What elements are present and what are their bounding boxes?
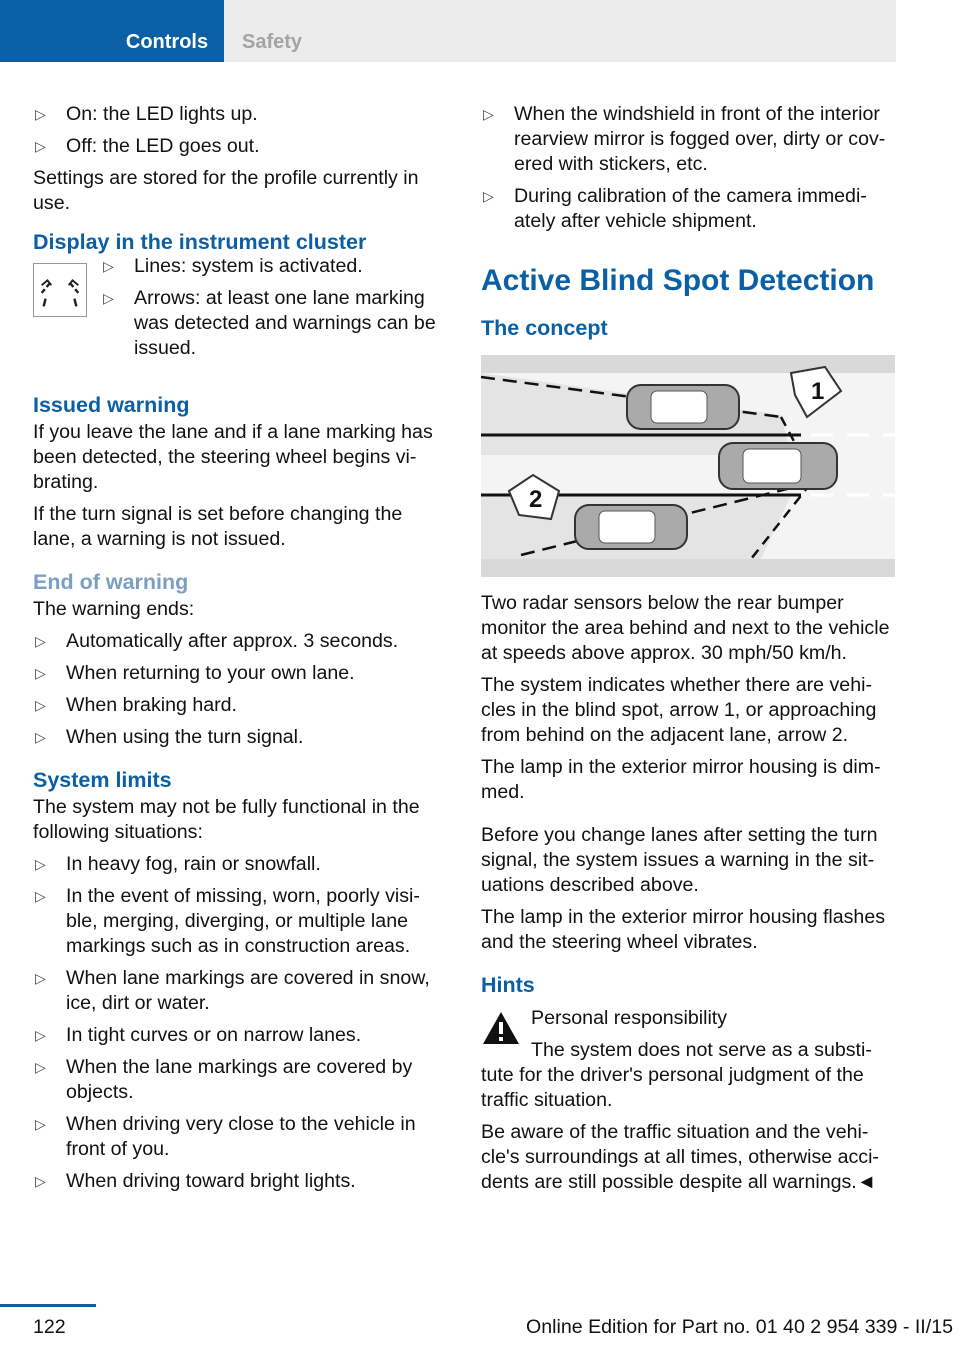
- list-item: ▷ During calibration of the camera immedi‐ately after vehicle shipment.: [483, 185, 867, 232]
- list-item: ▷ When returning to your own lane.: [35, 662, 355, 684]
- hint-title: Personal responsibility: [531, 1007, 728, 1029]
- lane-departure-icon: [33, 263, 87, 317]
- limits-list: [33, 852, 439, 1194]
- settings-paragraph: Settings are stored for the profile currently in use.: [33, 167, 419, 214]
- list-item: ▷ When using the turn signal.: [35, 726, 304, 748]
- list-item: ▷ Automatically after approx. 3 seconds.: [35, 630, 399, 652]
- svg-text:2: 2: [529, 486, 543, 513]
- list-item: ▷ Arrows: at least one lane marking was detected and warnings can be issued.: [103, 287, 436, 359]
- list-item: ▷ In tight curves or on narrow lanes.: [35, 1024, 362, 1046]
- bullet-triangle-icon: ▷: [35, 106, 46, 122]
- system-limits-heading: System limits: [33, 768, 172, 792]
- tab-safety-label: Safety: [242, 31, 303, 53]
- concept-paragraph-4: Before you change lanes after setting the turn signal, the system issues a warning in the sit‐uations described above.: [481, 824, 878, 896]
- end-intro: The warning ends:: [33, 598, 195, 620]
- limits-intro: The system may not be fully functional in the following situations:: [33, 796, 420, 843]
- svg-text:1: 1: [811, 378, 825, 405]
- car-own: [719, 443, 837, 489]
- tab-controls-label: Controls: [125, 31, 209, 53]
- issued-paragraph-1: If you leave the lane and if a lane marking has been detected, the steering wheel begins vi‐brating.: [33, 421, 433, 493]
- list-item: ▷ On: the LED lights up.: [35, 103, 258, 125]
- concept-paragraph-3: The lamp in the exterior mirror housing is dim‐med.: [481, 756, 881, 803]
- list-item: ▷ When driving very close to the vehicle in front of you.: [35, 1113, 416, 1160]
- bullet-triangle-icon: ▷: [483, 188, 494, 204]
- left-column: [33, 102, 439, 1201]
- bullet-triangle-icon: ▷: [35, 1173, 46, 1189]
- hint-text: The system does not serve as a substi‐tute for the driver's personal judgment of the traffic situation.: [481, 1039, 872, 1111]
- concept-paragraph-1: Two radar sensors below the rear bumper monitor the area behind and next to the vehicle at speeds above approx. 30 mph/50 km/h.: [481, 592, 890, 664]
- bullet-triangle-icon: ▷: [35, 138, 46, 154]
- page-number: 122: [33, 1316, 66, 1338]
- bullet-triangle-icon: ▷: [103, 258, 114, 274]
- footer-line: [0, 1304, 96, 1307]
- blind-spot-figure: [481, 355, 895, 577]
- concept-paragraph-2: The system indicates whether there are vehi‐cles in the blind spot, arrow 1, or approaching from behind on the adjacent lane, arrow 2.: [481, 674, 877, 746]
- issued-paragraph-2: If the turn signal is set before changing the lane, a warning is not issued.: [33, 503, 403, 550]
- list-item: ▷ When the windshield in front of the interior rearview mirror is fogged over, dirty or cov‐ered with stickers, etc.: [483, 103, 886, 175]
- list-item: ▷ In heavy fog, rain or snowfall.: [35, 853, 321, 875]
- concept-paragraph-5: The lamp in the exterior mirror housing flashes and the steering wheel vibrates.: [481, 906, 886, 953]
- bullet-triangle-icon: ▷: [35, 697, 46, 713]
- section-title: Active Blind Spot Detection: [481, 264, 875, 297]
- list-item: ▷ Off: the LED goes out.: [35, 135, 260, 157]
- hint-block: [481, 1006, 895, 1113]
- hints-heading: Hints: [481, 973, 535, 997]
- display-list: [101, 254, 439, 368]
- bullet-triangle-icon: ▷: [35, 633, 46, 649]
- end-of-warning-heading: End of warning: [33, 570, 189, 594]
- display-heading: Display in the instrument cluster: [33, 230, 367, 254]
- right-column: [481, 102, 895, 1202]
- edition-text: Online Edition for Part no. 01 40 2 954 339 - II/15: [526, 1316, 953, 1338]
- tab-safety[interactable]: [224, 0, 896, 62]
- bullet-triangle-icon: ▷: [35, 856, 46, 872]
- concept-heading: The concept: [481, 316, 608, 340]
- list-item: ▷ When the lane markings are covered by objects.: [35, 1056, 413, 1103]
- tab-controls[interactable]: [0, 0, 224, 62]
- warning-triangle-icon: [481, 1010, 521, 1046]
- hint-paragraph: Be aware of the traffic situation and the vehi‐cle's surroundings at all times, otherwise acci‐dents are still possible despite all warnings.◄: [481, 1121, 879, 1193]
- display-block: [33, 255, 439, 375]
- list-item: ▷ Lines: system is activated.: [103, 255, 363, 277]
- bullet-triangle-icon: ▷: [35, 1059, 46, 1075]
- list-item: ▷ When lane markings are covered in snow, ice, dirt or water.: [35, 967, 430, 1014]
- list-item: ▷ In the event of missing, worn, poorly visi‐ble, merging, diverging, or multiple lane markings such as in construction areas.: [35, 885, 420, 957]
- intro-list: [33, 102, 439, 159]
- header-bar: [0, 0, 960, 62]
- bullet-triangle-icon: ▷: [35, 665, 46, 681]
- bullet-triangle-icon: ▷: [103, 290, 114, 306]
- car-blind-spot: [627, 385, 739, 429]
- list-item: ▷ When braking hard.: [35, 694, 237, 716]
- bullet-triangle-icon: ▷: [35, 729, 46, 745]
- bullet-triangle-icon: ▷: [35, 970, 46, 986]
- car-approaching: [575, 505, 687, 549]
- bullet-triangle-icon: ▷: [35, 888, 46, 904]
- bullet-triangle-icon: ▷: [35, 1116, 46, 1132]
- top-right-list: [481, 102, 895, 234]
- list-item: ▷ When driving toward bright lights.: [35, 1170, 356, 1192]
- bullet-triangle-icon: ▷: [483, 106, 494, 122]
- bullet-triangle-icon: ▷: [35, 1027, 46, 1043]
- end-list: [33, 629, 439, 750]
- issued-warning-heading: Issued warning: [33, 393, 190, 417]
